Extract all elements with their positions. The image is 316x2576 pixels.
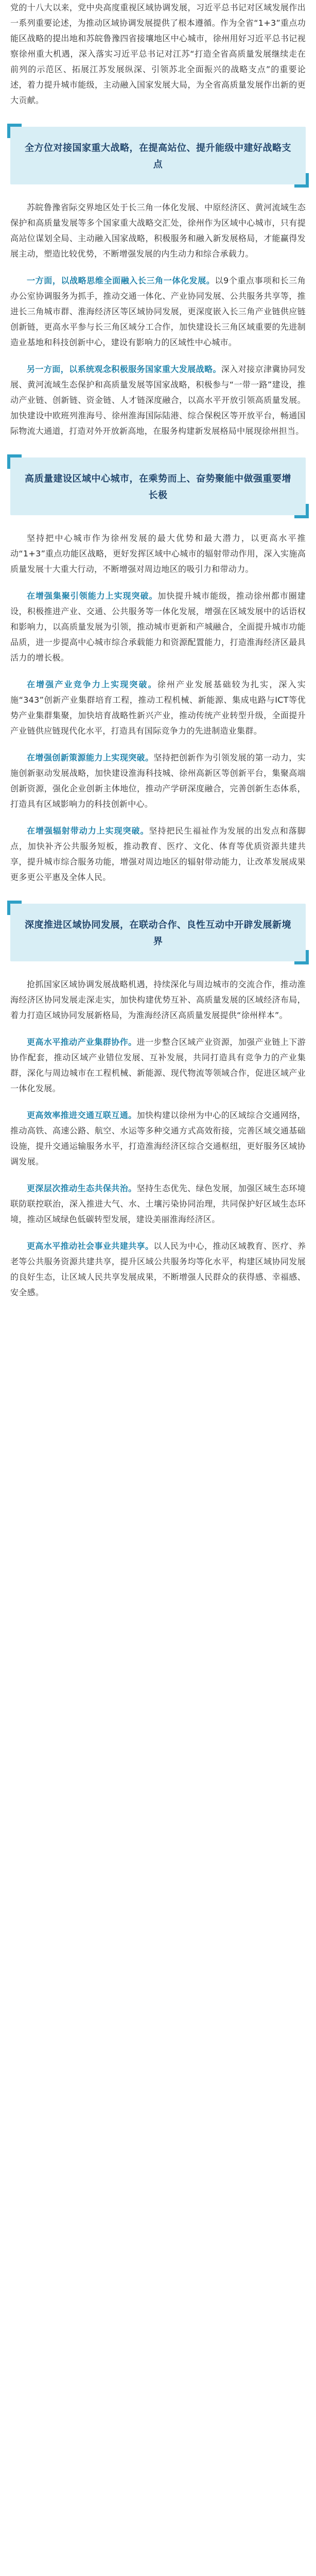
paragraph-text: 加快提升城市能级，推动徐州都市圈建设，积极推进产业、交通、公共服务等一体化发展，增强在区域发展中的话语权和影响力，以高质量发展为引领，推动城市更新和产城融合，全面提升城市功能品质，进一步提高中心城市综合承载能力和资源配置能力，打造淮海经济区最具活力的增长极。 bbox=[10, 591, 306, 663]
paragraph-lead: 一方面，以战略思维全面融入长三角一体化发展。 bbox=[27, 276, 215, 285]
section-paragraph bbox=[10, 677, 306, 739]
section-title: 深度推进区域协同发展，在联动合作、良性互动中开辟发展新境界 bbox=[25, 920, 291, 947]
section-heading bbox=[10, 904, 306, 961]
paragraph-lead: 在增强辐射带动力上实现突破。 bbox=[27, 826, 149, 836]
paragraph-text: 抢抓国家区域协调发展战略机遇，持续深化与周边城市的交流合作，推动淮海经济区协同发展走深走实，加快构建优势互补、高质量发展的区域经济布局，着力打造区域协同发展新格局，为淮海经济区高质量发展提供“徐州样本”。 bbox=[10, 979, 306, 1020]
section-paragraph bbox=[10, 977, 306, 1023]
paragraph-lead: 另一方面，以系统观念积极服务国家重大发展战略。 bbox=[27, 364, 221, 374]
paragraph-lead: 更深层次推动生态共保共治。 bbox=[27, 1183, 137, 1193]
section-paragraph bbox=[10, 823, 306, 885]
section-paragraph bbox=[10, 588, 306, 666]
section-paragraph bbox=[10, 200, 306, 262]
corner-decoration-bottom-right bbox=[294, 950, 309, 964]
paragraph-lead: 更高效率推进交通互联互通。 bbox=[27, 1110, 137, 1120]
paragraph-text: 徐州产业发展基础较为扎实，深入实施“343”创新产业集群培育工程，推动工程机械、新能源、集成电路与ICT等优势产业集群集聚，加快培育战略性新兴产业，推动传统产业转型升级，全面提升产业链供应链现代化水平，打造具有国际竞争力的先进制造业集群。 bbox=[10, 680, 306, 736]
section-paragraph bbox=[10, 1108, 306, 1170]
paragraph-text: 以人民为中心，推动区域教育、医疗、养老等公共服务资源共建共享，提升区域公共服务均等化水平，构建区域协同发展的良好生态，让区域人民共享发展成果，不断增强人民群众的获得感、幸福感、安全感。 bbox=[10, 1241, 306, 1297]
paragraph-lead: 在增强集聚引领能力上实现突破。 bbox=[27, 591, 158, 601]
paragraph-text: 苏皖鲁豫省际交界地区处于长三角一体化发展、中原经济区、黄河流域生态保护和高质量发展等多个国家重大战略交汇处，徐州作为区域中心城市，只有提高站位谋划全局、主动融入国家战略，积极服务和融入新发展格局，才能赢得发展主动，塑造比较优势，不断增强发展的内生动力和综合承载力。 bbox=[10, 202, 306, 259]
corner-decoration-top-left bbox=[7, 901, 22, 915]
section-paragraph bbox=[10, 750, 306, 812]
paragraph-lead: 在增强产业竞争力上实现突破。 bbox=[27, 680, 157, 689]
paragraph-lead: 更高水平推动社会事业共建共享。 bbox=[27, 1241, 154, 1251]
section-paragraph bbox=[10, 531, 306, 577]
corner-decoration-bottom-right bbox=[294, 173, 309, 188]
paragraph-lead: 更高水平推动产业集群协作。 bbox=[27, 1037, 137, 1047]
paragraph-text: 坚持把中心城市作为徐州发展的最大优势和最大潜力，以更高水平推动“1+3”重点功能区战略，更好发挥区域中心城市的辐射带动作用，深入实施高质量发展十大重大行动，不断增强对周边地区的吸引力和带动力。 bbox=[10, 533, 306, 574]
paragraph-text: 坚持把民生福祉作为发展的出发点和落脚点，加快补齐公共服务短板，推动教育、医疗、文化、体育等优质资源共建共享，提升城市综合服务功能，增强对周边地区的辐射带动能力，让改革发展成果更多更公平惠及全体人民。 bbox=[10, 826, 306, 882]
paragraph-text: 加快构建以徐州为中心的区域综合交通网络，推动高铁、高速公路、航空、水运等多种交通方式高效衔接，完善区域交通基础设施，提升交通运输服务水平，打造淮海经济区综合交通枢纽，更好服务区域协调发展。 bbox=[10, 1110, 306, 1166]
paragraph-text: 以9个重点事项和长三角办公室协调服务为抓手，推动交通一体化、产业协同发展、公共服务共享等，推进长三角城市群、淮海经济区等区域协同发展，更深度嵌入长三角产业链供应链创新链，更高水平参与长三角区域分工合作，加快建设长三角区域重要的先进制造业基地和科技创新中心，建设有影响力的区域性中心城市。 bbox=[10, 276, 306, 347]
corner-decoration-top-left bbox=[7, 454, 22, 469]
section-paragraph bbox=[10, 1181, 306, 1227]
section-heading bbox=[10, 127, 306, 184]
corner-decoration-bottom-right bbox=[294, 504, 309, 518]
section-paragraph bbox=[10, 1239, 306, 1300]
paragraph-lead: 在增强创新策源能力上实现突破。 bbox=[27, 753, 154, 762]
section-paragraph bbox=[10, 1035, 306, 1096]
corner-decoration-top-left bbox=[7, 124, 22, 138]
section-heading bbox=[10, 457, 306, 515]
section-title: 高质量建设区域中心城市，在乘势而上、奋势聚能中做强重要增长极 bbox=[25, 473, 291, 501]
intro-text: 党的十八大以来，党中央高度重视区域协调发展，习近平总书记对区域发展作出一系列重要论述，为推动区域协调发展提供了根本遵循。作为全省“1+3”重点功能区战略的提出地和苏皖鲁豫四省接壤地区中心城市，徐州用好习近平总书记视察徐州重大机遇，深入落实习近平总书记对江苏“打造全省高质量发展继续走在前列的示范区、拓展江苏发展纵深、引领苏北全面振兴的战略支点”的重要论述，着力提升城市能级，主动融入国家发展大局，为全省高质量发展作出新的更大贡献。 bbox=[10, 3, 306, 105]
paragraph-text: 坚持把创新作为引领发展的第一动力，实施创新驱动发展战略，加快建设淮海科技城、徐州高新区等创新平台，集聚高端创新资源，强化企业创新主体地位，推动产学研深度融合，完善创新生态体系，打造具有区域影响力的科技创新中心。 bbox=[10, 753, 306, 809]
section-title: 全方位对接国家重大战略，在提高站位、提升能级中建好战略支点 bbox=[25, 143, 291, 170]
paragraph-text: 进一步整合区域产业资源，加强产业链上下游协作配套，推动区域产业错位发展、互补发展，共同打造具有竞争力的产业集群，深化与周边城市在工程机械、新能源、现代物流等领域合作，促进区域产业一体化发展。 bbox=[10, 1037, 306, 1093]
intro-paragraph bbox=[10, 0, 306, 108]
paragraph-text: 深入对接京津冀协同发展、黄河流域生态保护和高质量发展等国家战略，积极参与“一带一路”建设，推动产业链、创新链、资金链、人才链深度融合，以高水平开放引领高质量发展。加快建设中欧班列淮海号、徐州淮海国际陆港、综合保税区等开放平台，畅通国际物流大通道，打造对外开放新高地，在服务构建新发展格局中展现徐州担当。 bbox=[10, 364, 306, 436]
paragraph-text: 坚持生态优先、绿色发展，加强区域生态环境联防联控联治，深入推进大气、水、土壤污染协同治理，共同保护好区域生态环境，推动区域绿色低碳转型发展，建设美丽淮海经济区。 bbox=[10, 1183, 306, 1224]
section-paragraph bbox=[10, 273, 306, 350]
section-paragraph bbox=[10, 362, 306, 439]
